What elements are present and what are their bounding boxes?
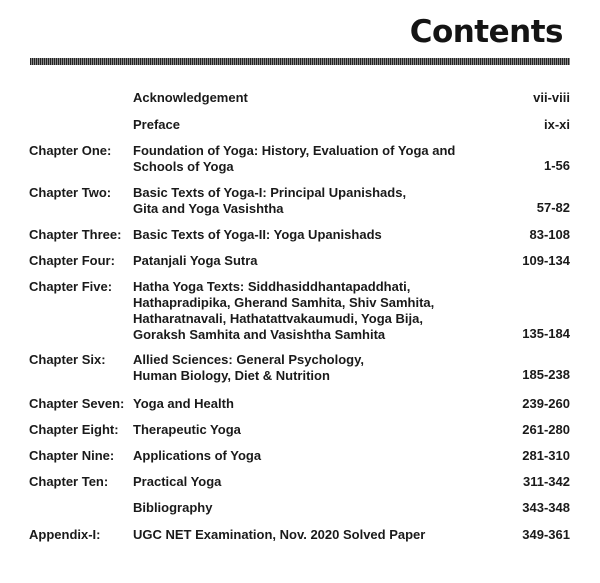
toc-page-range: 185-238 — [522, 367, 570, 382]
toc-page-range: 1-56 — [543, 158, 570, 173]
toc-title-line: Schools of Yoga — [133, 159, 234, 174]
toc-page-range: 57-82 — [536, 200, 570, 215]
toc-title-line: Preface — [133, 117, 180, 132]
toc-title-line: Allied Sciences: General Psychology, — [133, 352, 364, 367]
toc-page-range: 109-134 — [522, 253, 570, 268]
toc-title-line: Hatharatnavali, Hathatattvakaumudi, Yoga Bija, — [133, 311, 423, 326]
toc-title-line: Bibliography — [133, 500, 213, 515]
toc-title-line: Hatha Yoga Texts: Siddhasiddhantapaddhati, — [133, 279, 411, 294]
toc-chapter-label: Chapter One: — [29, 143, 112, 158]
toc-title-line: Human Biology, Diet & Nutrition — [133, 368, 330, 383]
toc-title — [133, 352, 364, 384]
toc-chapter-label: Chapter Three: — [29, 227, 122, 242]
toc-title-line: Applications of Yoga — [133, 448, 262, 463]
toc-title — [133, 527, 425, 543]
toc-title-line: Gita and Yoga Vasishtha — [133, 201, 284, 216]
toc-title — [133, 500, 212, 516]
toc-title-line: Hathapradipika, Gherand Samhita, Shiv Samhita, — [133, 295, 435, 310]
toc-title — [133, 143, 455, 175]
toc-page-range: 349-361 — [522, 527, 570, 542]
toc-title-line: Yoga and Health — [133, 396, 234, 411]
toc-title-line: Foundation of Yoga: History, Evaluation of Yoga and — [133, 143, 456, 158]
toc-chapter-label: Appendix-I: — [29, 527, 101, 542]
toc-title — [133, 474, 221, 490]
toc-page-range: 135-184 — [522, 326, 570, 341]
toc-chapter-label: Chapter Ten: — [29, 474, 109, 489]
toc-chapter-label: Chapter Five: — [29, 279, 113, 294]
toc-title — [133, 90, 248, 106]
toc-page-range: 281-310 — [522, 448, 570, 463]
toc-title-line: Goraksh Samhita and Vasishtha Samhita — [133, 327, 386, 342]
toc-title — [133, 448, 261, 464]
toc-page-range: 83-108 — [529, 227, 570, 242]
toc-title — [133, 422, 241, 438]
toc-page-range: 239-260 — [522, 396, 570, 411]
toc-title — [133, 117, 180, 133]
toc-title — [133, 227, 382, 243]
toc-title — [133, 396, 234, 412]
toc-title — [133, 185, 406, 217]
toc-page-range: 261-280 — [522, 422, 570, 437]
toc-title — [133, 279, 434, 343]
toc-chapter-label: Chapter Two: — [29, 185, 112, 200]
page-title: Contents — [409, 14, 563, 50]
toc-title-line: Patanjali Yoga Sutra — [133, 253, 258, 268]
toc-chapter-label: Chapter Eight: — [29, 422, 119, 437]
toc-title-line: Basic Texts of Yoga-I: Principal Upanishads, — [133, 185, 407, 200]
toc-title-line: Basic Texts of Yoga-II: Yoga Upanishads — [133, 227, 382, 242]
toc-title — [133, 253, 258, 269]
toc-chapter-label: Chapter Nine: — [29, 448, 115, 463]
toc-chapter-label: Chapter Six: — [29, 352, 106, 367]
toc-title-line: Therapeutic Yoga — [133, 422, 241, 437]
toc-chapter-label: Chapter Four: — [29, 253, 115, 268]
toc-title-line: UGC NET Examination, Nov. 2020 Solved Paper — [133, 527, 426, 542]
toc-chapter-label: Chapter Seven: — [29, 396, 125, 411]
toc-page-range: 343-348 — [522, 500, 570, 515]
toc-page-range: 311-342 — [523, 474, 570, 489]
toc-title-line: Acknowledgement — [133, 90, 248, 105]
toc-page-range: ix-xi — [543, 117, 570, 132]
toc-title-line: Practical Yoga — [133, 474, 222, 489]
toc-page-range: vii-viii — [533, 90, 570, 105]
